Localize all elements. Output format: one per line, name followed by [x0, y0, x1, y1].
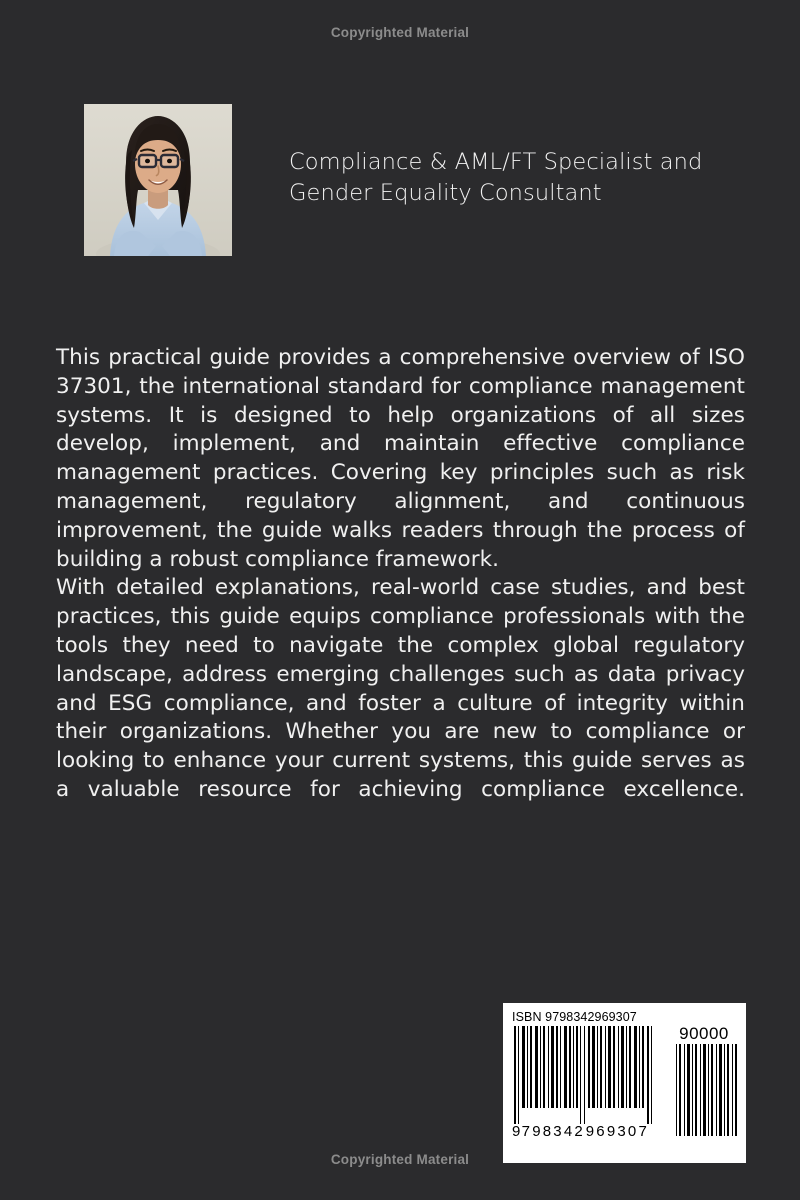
ean-digit-lead: 9	[512, 1123, 521, 1140]
isbn-label: ISBN 9798342969307	[512, 1010, 637, 1024]
ean13-bars	[512, 1026, 655, 1124]
ean5-addon-bars	[675, 1044, 737, 1136]
copyrighted-material-top-label: Copyrighted Material	[330, 25, 470, 40]
description-paragraph-1: This practical guide provides a comprehensive overview of ISO 37301, the international standard for compliance management systems. It is designed to help organizations of all sizes develop, implement, and maintain effective compliance management practices. Covering key principles such as risk management, regulatory alignment, and continuous improvement, the guide walks readers through the process of building a robust compliance framework.	[56, 345, 745, 572]
author-photo	[84, 104, 232, 256]
ean-group-left: 798342	[521, 1123, 585, 1140]
ean13-digits	[512, 1123, 655, 1140]
author-tagline-line-1: Compliance & AML/FT Specialist and	[289, 149, 703, 175]
barcode-row	[512, 1026, 737, 1140]
copyrighted-material-bottom-label: Copyrighted Material	[330, 1152, 470, 1167]
barcode-panel	[503, 1003, 746, 1163]
author-tagline-line-2: Gender Equality Consultant	[289, 180, 602, 206]
author-portrait-image	[84, 104, 232, 256]
ean-group-right: 969307	[585, 1123, 649, 1140]
description-paragraph-2: With detailed explanations, real-world case studies, and best practices, this guide equips compliance professionals with the tools they need to navigate the complex global regulatory landscape, address emerging challenges such as data privacy and ESG compliance, and foster a culture of integrity within their organizations. Whether you are new to compliance or looking to enhance your current systems, this guide serves as a valuable resource for achieving compliance excellence.	[56, 575, 745, 802]
ean13-barcode	[512, 1026, 655, 1140]
author-tagline	[289, 147, 749, 209]
price-code-label: 90000	[679, 1024, 729, 1043]
book-description	[56, 344, 745, 834]
